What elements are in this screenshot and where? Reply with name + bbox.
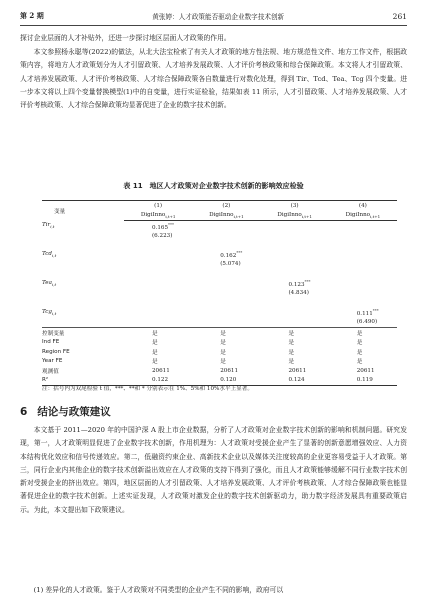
control-value: 是 — [124, 327, 192, 337]
regressor-label: Tir$_{i,t}$ — [42, 222, 55, 230]
section-title: 结论与政策建议 — [37, 406, 111, 418]
regressor-label: Tcd$_{i,t}$ — [42, 251, 57, 259]
page-number: 261 — [392, 11, 407, 21]
tstat-row-tir — [42, 231, 397, 241]
control-label: Ind FE — [42, 339, 60, 346]
column-number-3: (3) — [261, 201, 329, 211]
t-stat-cell — [192, 317, 260, 327]
coef-cell: 0.162*** — [220, 250, 243, 260]
control-row — [42, 366, 397, 376]
paragraph-policy-1: (1) 差异化的人才政策。鉴于人才政策对不同类型的企业产生不同的影响，政府可以 — [33, 586, 284, 594]
dependent-variable-1: DigiInno$_{i,t+1}$ — [124, 211, 192, 221]
coef-cell — [261, 250, 329, 260]
regression-table — [42, 200, 397, 386]
t-stat-cell — [124, 260, 192, 270]
control-row — [42, 347, 397, 357]
spacer-row — [42, 269, 397, 279]
control-value: 0.124 — [261, 376, 329, 386]
variable-header: 变量 — [42, 201, 124, 221]
column-number-4: (4) — [329, 201, 397, 211]
control-value: 是 — [152, 340, 158, 347]
coef-row-tcg — [42, 308, 397, 318]
control-value: 20611 — [220, 367, 239, 374]
table-note: 注：括号内为双尾检验 t 值，***、**和 * 分别表示在 1%、5%和 10%水平上显著。 — [42, 386, 253, 392]
control-value: 0.122 — [124, 376, 192, 386]
control-value: 是 — [329, 327, 397, 337]
t-stat-cell — [124, 288, 192, 298]
tstat-row-tea — [42, 288, 397, 298]
table-caption: 表 11 地区人才政策对企业数字技术创新的影响效应检验 — [123, 182, 304, 190]
coef-cell — [192, 221, 260, 231]
coef-row-tea — [42, 279, 397, 289]
coef-cell: 0.111*** — [356, 307, 379, 317]
control-row — [42, 337, 397, 347]
tstat-row-tcd — [42, 260, 397, 270]
regressor-label: Tcg$_{i,t}$ — [42, 308, 57, 316]
control-value: 是 — [220, 349, 226, 356]
t-stat-cell — [124, 317, 192, 327]
coef-cell — [124, 279, 192, 289]
control-value: 是 — [192, 327, 260, 337]
control-label: Year FE — [42, 358, 63, 365]
control-value: 是 — [288, 349, 295, 356]
coef-row-tir — [42, 221, 397, 231]
control-value: 是 — [220, 359, 226, 366]
t-stat-cell: (6.223) — [152, 232, 173, 239]
control-value: 是 — [356, 359, 363, 366]
control-value: 20611 — [356, 367, 375, 374]
control-value: 是 — [356, 340, 363, 347]
control-value: 是 — [356, 349, 363, 356]
paragraph-conclusion: 本文基于 2011—2020 年的中国沪深 A 股上市企业数据，分析了人才政策对企业数字技术创新的影响和机制问题。研究发现，第一，人才政策明显促进了企业数字技术创新，作用机理为：人才政策对受援企业产生了显著的创新意愿增强效应、人力资本结构优化效应和信号传递效应。第二，低融资约束企业、高新技术企业以及媒体关注度较高的企业更容易受益于人才政策。第三，同行企业内其他企业的数字技术创新溢出效应在人才政策的支持下得到了强化，而且人才政策能够缓解不同行业数字技术创新对受援企业的挤出效应。第四，地区层面的人才引留政策、人才培养发展政策、人才评价考核政策、人才综合保障政策也能显著促进企业的数字技术创新。上述实证发现，人才政策对激发企业的数字技术创新驱动力，助力数字经济发展具有重要政策启示。为此，本文提出如下政策建议。 — [20, 426, 407, 514]
dependent-variable-4: DigiInno$_{i,t+1}$ — [329, 211, 397, 221]
tstat-row-tcg — [42, 317, 397, 327]
control-label: Region FE — [42, 348, 70, 355]
t-stat-cell — [329, 231, 397, 241]
column-number-2: (2) — [192, 201, 260, 211]
regressor-label: Tea$_{i,t}$ — [42, 279, 57, 288]
control-value: 是 — [261, 327, 329, 337]
coef-cell: 0.123*** — [288, 279, 311, 288]
control-value: 20611 — [152, 367, 170, 374]
running-header — [20, 9, 407, 23]
spacer-row — [42, 298, 397, 308]
t-stat-cell: (5.074) — [220, 261, 241, 268]
control-value: 是 — [220, 340, 226, 347]
coef-cell — [192, 279, 260, 289]
t-stat-cell: (4.834) — [288, 290, 309, 297]
header-rule — [20, 25, 407, 26]
control-value: 0.120 — [192, 376, 260, 386]
section-number: 6 — [20, 406, 28, 418]
control-label: 观测值 — [42, 368, 59, 375]
t-stat-cell: (6.490) — [356, 318, 378, 325]
t-stat-cell — [192, 231, 260, 241]
section-heading — [20, 404, 111, 419]
running-title: 黄张婷：人才政策能否驱动企业数字技术创新 — [152, 13, 285, 21]
coef-cell — [124, 250, 192, 260]
t-stat-cell — [329, 288, 397, 298]
t-stat-cell — [261, 260, 329, 270]
control-label: R² — [42, 376, 124, 386]
coef-cell — [329, 250, 397, 260]
intro-line: 探讨企业层面的人才补贴外，还进一步探讨地区层面人才政策的作用。 — [20, 34, 231, 42]
coef-cell — [261, 221, 329, 231]
coef-cell — [124, 308, 192, 318]
control-label: 控制变量 — [42, 327, 124, 337]
t-stat-cell — [261, 317, 329, 327]
control-value: 是 — [152, 359, 158, 366]
control-value: 0.119 — [329, 376, 397, 386]
control-value: 是 — [152, 349, 158, 356]
table-header-row — [42, 201, 397, 211]
coef-cell — [261, 308, 329, 318]
spacer-row — [42, 240, 397, 250]
coef-cell — [192, 308, 260, 318]
control-value: 是 — [288, 340, 295, 347]
dependent-variable-3: DigiInno$_{i,t+1}$ — [261, 211, 329, 221]
coef-cell — [329, 279, 397, 289]
coef-cell: 0.165*** — [152, 221, 175, 231]
control-row — [42, 327, 397, 337]
dependent-variable-2: DigiInno$_{i,t+1}$ — [192, 211, 260, 221]
control-row — [42, 357, 397, 367]
column-number-1: (1) — [124, 201, 192, 211]
coef-cell — [329, 221, 397, 231]
control-value: 20611 — [288, 367, 307, 374]
coef-row-tcd — [42, 250, 397, 260]
t-stat-cell — [329, 260, 397, 270]
issue-number: 第 2 期 — [20, 11, 44, 20]
t-stat-cell — [192, 288, 260, 298]
t-stat-cell — [261, 231, 329, 241]
control-value: 是 — [288, 359, 295, 366]
paragraph-methodology: 本文参照杨永聪等(2022)的做法，从北大法宝检索了有关人才政策的地方性法规、地方规范性文件、地方工作文件，根据政策内容，将地方人才政策划分为人才引留政策、人才培养发展政策、人才评价考核政策和综合保障政策。本文将人才引留政策、人才培养发展政策、人才评价考核政策、人才综合保障政策各自数量进行对数化处理，得到 Tir、Tcd、Tea、Tcg 四个变量。进一步本文将以上四个变量替换模型(1)中的自变量，进行实证检验，结果如表 11 所示，人才引留政策、人才培养发展政策、人才评价考核政策、人才综合保障政策均显著促进了企业的数字技术创新。 — [20, 48, 407, 110]
